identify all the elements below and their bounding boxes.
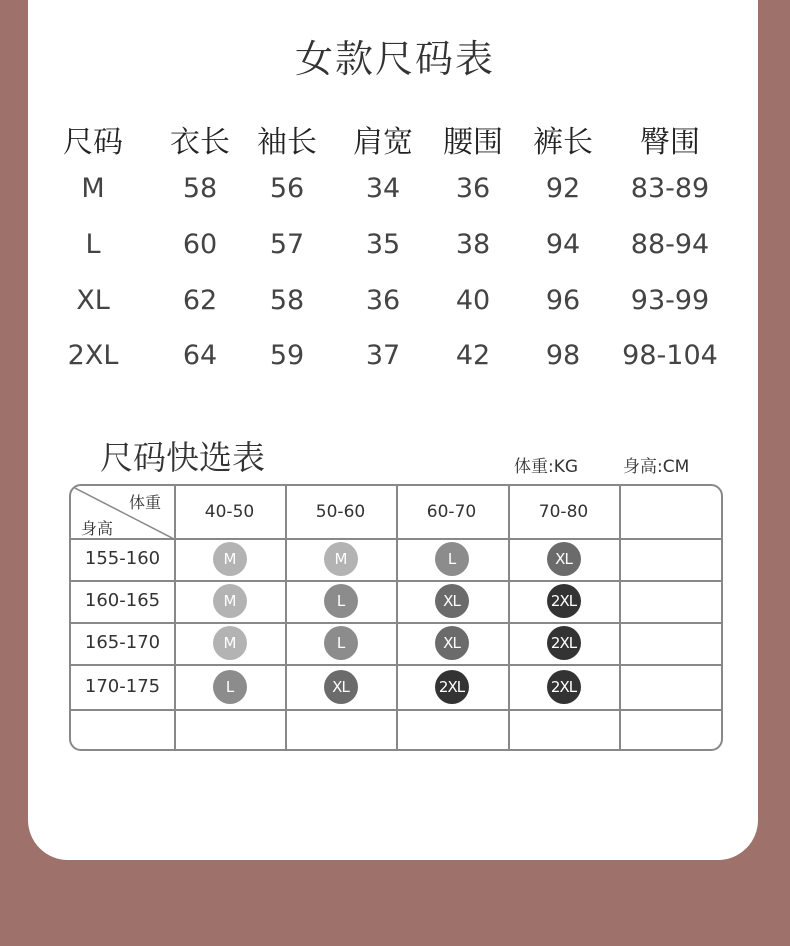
size-table-row [60, 331, 740, 381]
size-table-cell: 59 [269, 340, 305, 371]
size-badge: L [324, 626, 358, 660]
size-table-cell: 35 [365, 229, 401, 260]
size-table-cell: 38 [455, 229, 491, 260]
size-table-cell: 62 [182, 285, 218, 316]
size-table-cell: 92 [545, 173, 581, 204]
size-table-cell: 42 [455, 340, 491, 371]
size-table-header-cell: 袖长 [257, 125, 317, 160]
size-badge: M [213, 626, 247, 660]
corner-weight-label: 体重 [129, 493, 162, 512]
quick-select-title: 尺码快选表 [100, 438, 265, 477]
size-table-cell: 94 [545, 229, 581, 260]
size-badge: XL [324, 670, 358, 704]
size-table-cell: 88-94 [630, 229, 710, 260]
size-table-cell: 96 [545, 285, 581, 316]
size-table-header-cell: 臀围 [640, 125, 700, 160]
size-table-header [60, 118, 740, 168]
size-badge: 2XL [547, 584, 581, 618]
size-table-cell: 56 [269, 173, 305, 204]
height-range-label: 165-170 [84, 632, 161, 653]
size-table-cell: M [81, 173, 105, 204]
size-table-cell: 58 [182, 173, 218, 204]
grid-row-divider [71, 580, 721, 582]
size-table-header-cell: 肩宽 [353, 125, 413, 160]
size-table-header-cell: 衣长 [170, 125, 230, 160]
grid-row-divider [71, 664, 721, 666]
weight-range-header: 70-80 [538, 502, 589, 522]
corner-height-label: 身高 [81, 519, 114, 538]
size-badge: XL [435, 626, 469, 660]
size-table-cell: 2XL [67, 340, 119, 371]
size-badge: L [324, 584, 358, 618]
height-range-label: 170-175 [84, 676, 161, 697]
size-table-row [60, 276, 740, 326]
size-badge: XL [435, 584, 469, 618]
grid-row-divider [71, 709, 721, 711]
height-range-label: 160-165 [84, 590, 161, 611]
size-badge: L [435, 542, 469, 576]
size-table-cell: 93-99 [630, 285, 710, 316]
size-table-row [60, 220, 740, 270]
size-table-cell: 36 [365, 285, 401, 316]
weight-range-header: 60-70 [426, 502, 477, 522]
size-table-cell: 57 [269, 229, 305, 260]
size-badge: 2XL [547, 670, 581, 704]
size-table-cell: 98 [545, 340, 581, 371]
size-badge: 2XL [435, 670, 469, 704]
size-table-cell: 40 [455, 285, 491, 316]
weight-range-header: 40-50 [204, 502, 255, 522]
size-table-cell: 60 [182, 229, 218, 260]
size-table-cell: 34 [365, 173, 401, 204]
size-table-row [60, 164, 740, 214]
weight-range-header: 50-60 [315, 502, 366, 522]
size-table-cell: L [85, 229, 101, 260]
height-range-label: 155-160 [84, 548, 161, 569]
size-table-cell: 36 [455, 173, 491, 204]
size-table-header-cell: 裤长 [533, 125, 593, 160]
size-table-header-cell: 尺码 [63, 125, 123, 160]
page-title: 女款尺码表 [294, 37, 495, 81]
size-badge: XL [547, 542, 581, 576]
height-unit-label: 身高:CM [623, 457, 690, 477]
weight-unit-label: 体重:KG [514, 457, 579, 477]
size-table-cell: 58 [269, 285, 305, 316]
size-table-cell: XL [76, 285, 110, 316]
size-table-cell: 83-89 [630, 173, 710, 204]
size-table-cell: 37 [365, 340, 401, 371]
size-badge: L [213, 670, 247, 704]
size-table-header-cell: 腰围 [443, 125, 503, 160]
size-badge: 2XL [547, 626, 581, 660]
size-table-cell: 98-104 [622, 340, 718, 371]
size-badge: M [213, 542, 247, 576]
size-badge: M [213, 584, 247, 618]
grid-row-divider [71, 622, 721, 624]
size-badge: M [324, 542, 358, 576]
size-table-cell: 64 [182, 340, 218, 371]
quick-select-grid [69, 484, 723, 751]
